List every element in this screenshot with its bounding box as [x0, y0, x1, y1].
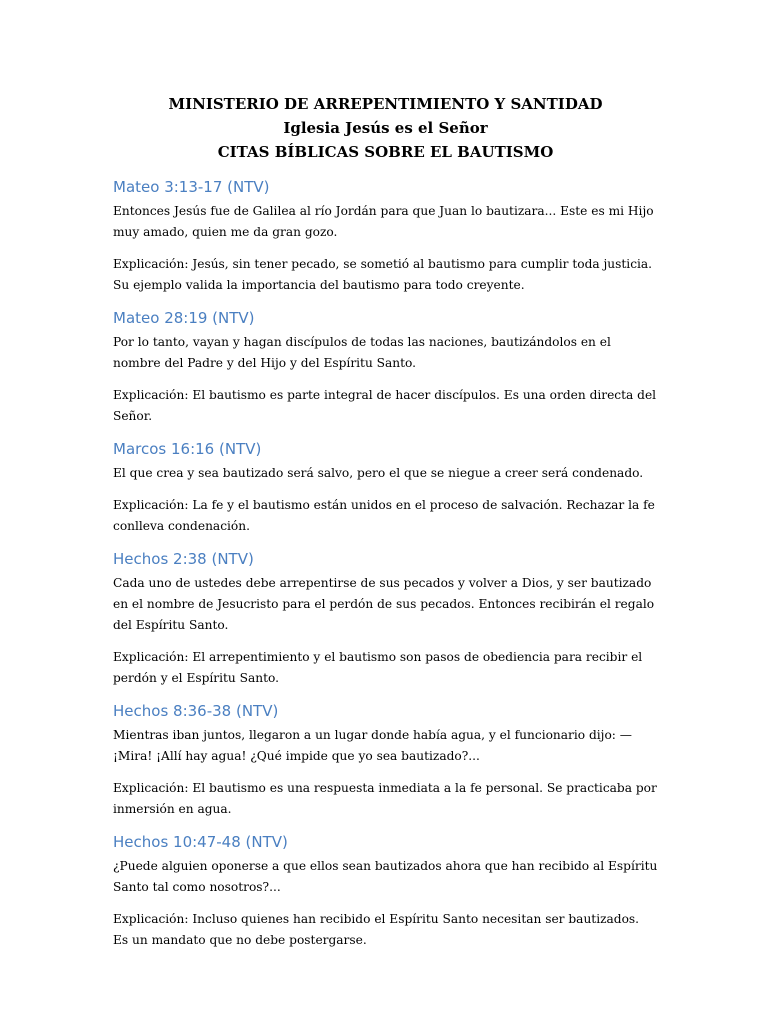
verse-text: ¿Puede alguien oponerse a que ellos sean bautizados ahora que han recibido al Espíritu Santo tal como nosotros?...: [113, 859, 658, 894]
section-heading: Mateo 3:13-17 (NTV): [113, 178, 270, 196]
verse-text: Por lo tanto, vayan y hagan discípulos de todas las naciones, bautizándolos en el nombre del Padre y del Hijo y del Espíritu Santo.: [113, 335, 611, 370]
verse-text: El que crea y sea bautizado será salvo, pero el que se niegue a creer será condenado.: [113, 466, 644, 480]
verse-text: Cada uno de ustedes debe arrepentirse de sus pecados y volver a Dios, y ser bautizado en el nombre de Jesucristo para el perdón de sus pecados. Entonces recibirán el regalo del Espíritu Santo.: [113, 576, 655, 632]
explanation-text: Explicación: El bautismo es parte integral de hacer discípulos. Es una orden directa del Señor.: [113, 388, 657, 423]
explanation-text: Explicación: La fe y el bautismo están unidos en el proceso de salvación. Rechazar la fe conlleva condenación.: [113, 498, 655, 533]
document-page: [113, 92, 658, 962]
section-hechos-8: [113, 700, 658, 820]
section-heading: Marcos 16:16 (NTV): [113, 440, 262, 458]
verse-text: Entonces Jesús fue de Galilea al río Jordán para que Juan lo bautizara... Este es mi Hijo muy amado, quien me da gran gozo.: [113, 204, 654, 239]
explanation-text: Explicación: El arrepentimiento y el bautismo son pasos de obediencia para recibir el perdón y el Espíritu Santo.: [113, 650, 643, 685]
section-mateo-28: [113, 307, 658, 427]
verse-text: Mientras iban juntos, llegaron a un lugar donde había agua, y el funcionario dijo: —¡Mira! ¡Allí hay agua! ¿Qué impide que yo sea bautizado?...: [113, 728, 632, 763]
section-heading: Mateo 28:19 (NTV): [113, 309, 255, 327]
section-heading: Hechos 2:38 (NTV): [113, 550, 254, 568]
explanation-text: Explicación: El bautismo es una respuesta inmediata a la fe personal. Se practicaba por inmersión en agua.: [113, 781, 657, 816]
ministry-title: MINISTERIO DE ARREPENTIMIENTO Y SANTIDAD: [168, 95, 603, 113]
document-header: [113, 92, 658, 164]
church-name: Iglesia Jesús es el Señor: [283, 119, 488, 137]
document-title: CITAS BÍBLICAS SOBRE EL BAUTISMO: [217, 143, 554, 161]
section-heading: Hechos 10:47-48 (NTV): [113, 833, 288, 851]
section-hechos-10: [113, 831, 658, 951]
section-heading: Hechos 8:36-38 (NTV): [113, 702, 279, 720]
explanation-text: Explicación: Incluso quienes han recibido el Espíritu Santo necesitan ser bautizados. Es un mandato que no debe postergarse.: [113, 912, 640, 947]
section-marcos-16: [113, 438, 658, 537]
section-hechos-2: [113, 548, 658, 689]
explanation-text: Explicación: Jesús, sin tener pecado, se sometió al bautismo para cumplir toda justicia. Su ejemplo valida la importancia del bautismo para todo creyente.: [113, 257, 653, 292]
section-mateo-3: [113, 176, 658, 296]
